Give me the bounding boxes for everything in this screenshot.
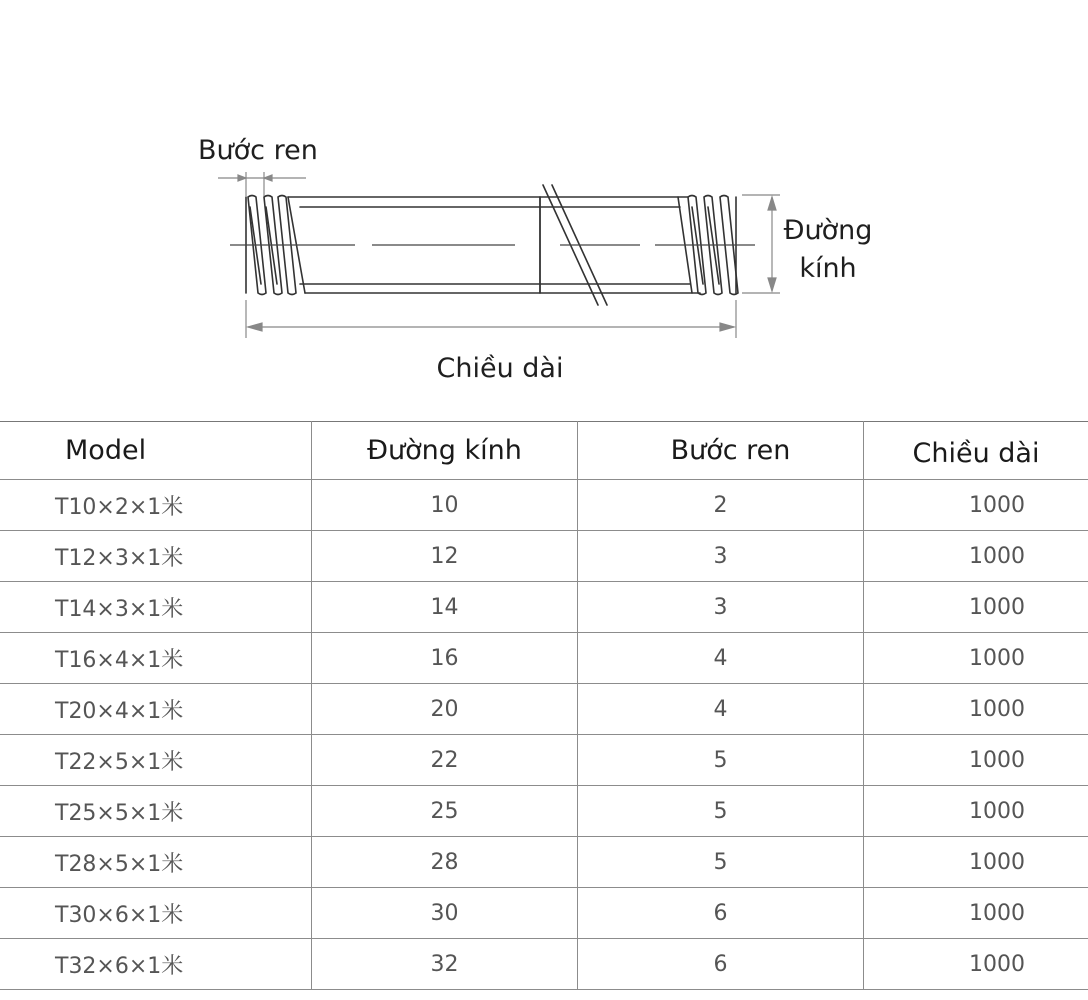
lead-screw-diagram [0,0,1000,420]
cell-diameter: 10 [312,480,578,531]
cell-length: 1000 [864,888,1088,939]
cell-length: 1000 [864,531,1088,582]
cell-diameter: 28 [312,837,578,888]
length-label: Chiều dài [436,353,564,384]
cell-model: T28×5×1米 [0,837,312,888]
cell-diameter: 30 [312,888,578,939]
table-row [0,480,1088,531]
cell-pitch: 4 [578,633,864,684]
cell-pitch: 5 [578,786,864,837]
cell-diameter: 25 [312,786,578,837]
table-row [0,888,1088,939]
cell-length: 1000 [864,786,1088,837]
table-row [0,837,1088,888]
cell-pitch: 3 [578,531,864,582]
table-row [0,939,1088,990]
cell-length: 1000 [864,684,1088,735]
cell-pitch: 5 [578,735,864,786]
diameter-label: Đường kính [783,215,873,284]
table-row [0,531,1088,582]
cell-model: T10×2×1米 [0,480,312,531]
table-row [0,735,1088,786]
header-model: Model [0,422,312,480]
header-length: Chiều dài [864,422,1088,480]
spec-table [0,421,1088,990]
table-row [0,786,1088,837]
cell-length: 1000 [864,837,1088,888]
cell-pitch: 5 [578,837,864,888]
cell-length: 1000 [864,735,1088,786]
cell-diameter: 16 [312,633,578,684]
cell-model: T25×5×1米 [0,786,312,837]
table-row [0,582,1088,633]
header-pitch: Bước ren [578,422,864,480]
pitch-label: Bước ren [198,135,318,166]
cell-length: 1000 [864,633,1088,684]
cell-pitch: 2 [578,480,864,531]
cell-diameter: 14 [312,582,578,633]
table-row [0,684,1088,735]
cell-model: T12×3×1米 [0,531,312,582]
cell-model: T22×5×1米 [0,735,312,786]
cell-pitch: 3 [578,582,864,633]
cell-pitch: 6 [578,939,864,990]
cell-diameter: 12 [312,531,578,582]
header-diameter: Đường kính [312,422,578,480]
cell-model: T30×6×1米 [0,888,312,939]
cell-length: 1000 [864,939,1088,990]
table-row [0,633,1088,684]
cell-diameter: 22 [312,735,578,786]
cell-model: T14×3×1米 [0,582,312,633]
table-header-row [0,422,1088,480]
cell-model: T32×6×1米 [0,939,312,990]
cell-pitch: 6 [578,888,864,939]
cell-length: 1000 [864,582,1088,633]
cell-diameter: 20 [312,684,578,735]
cell-pitch: 4 [578,684,864,735]
table-body [0,480,1088,990]
cell-model: T20×4×1米 [0,684,312,735]
cell-model: T16×4×1米 [0,633,312,684]
cell-length: 1000 [864,480,1088,531]
cell-diameter: 32 [312,939,578,990]
